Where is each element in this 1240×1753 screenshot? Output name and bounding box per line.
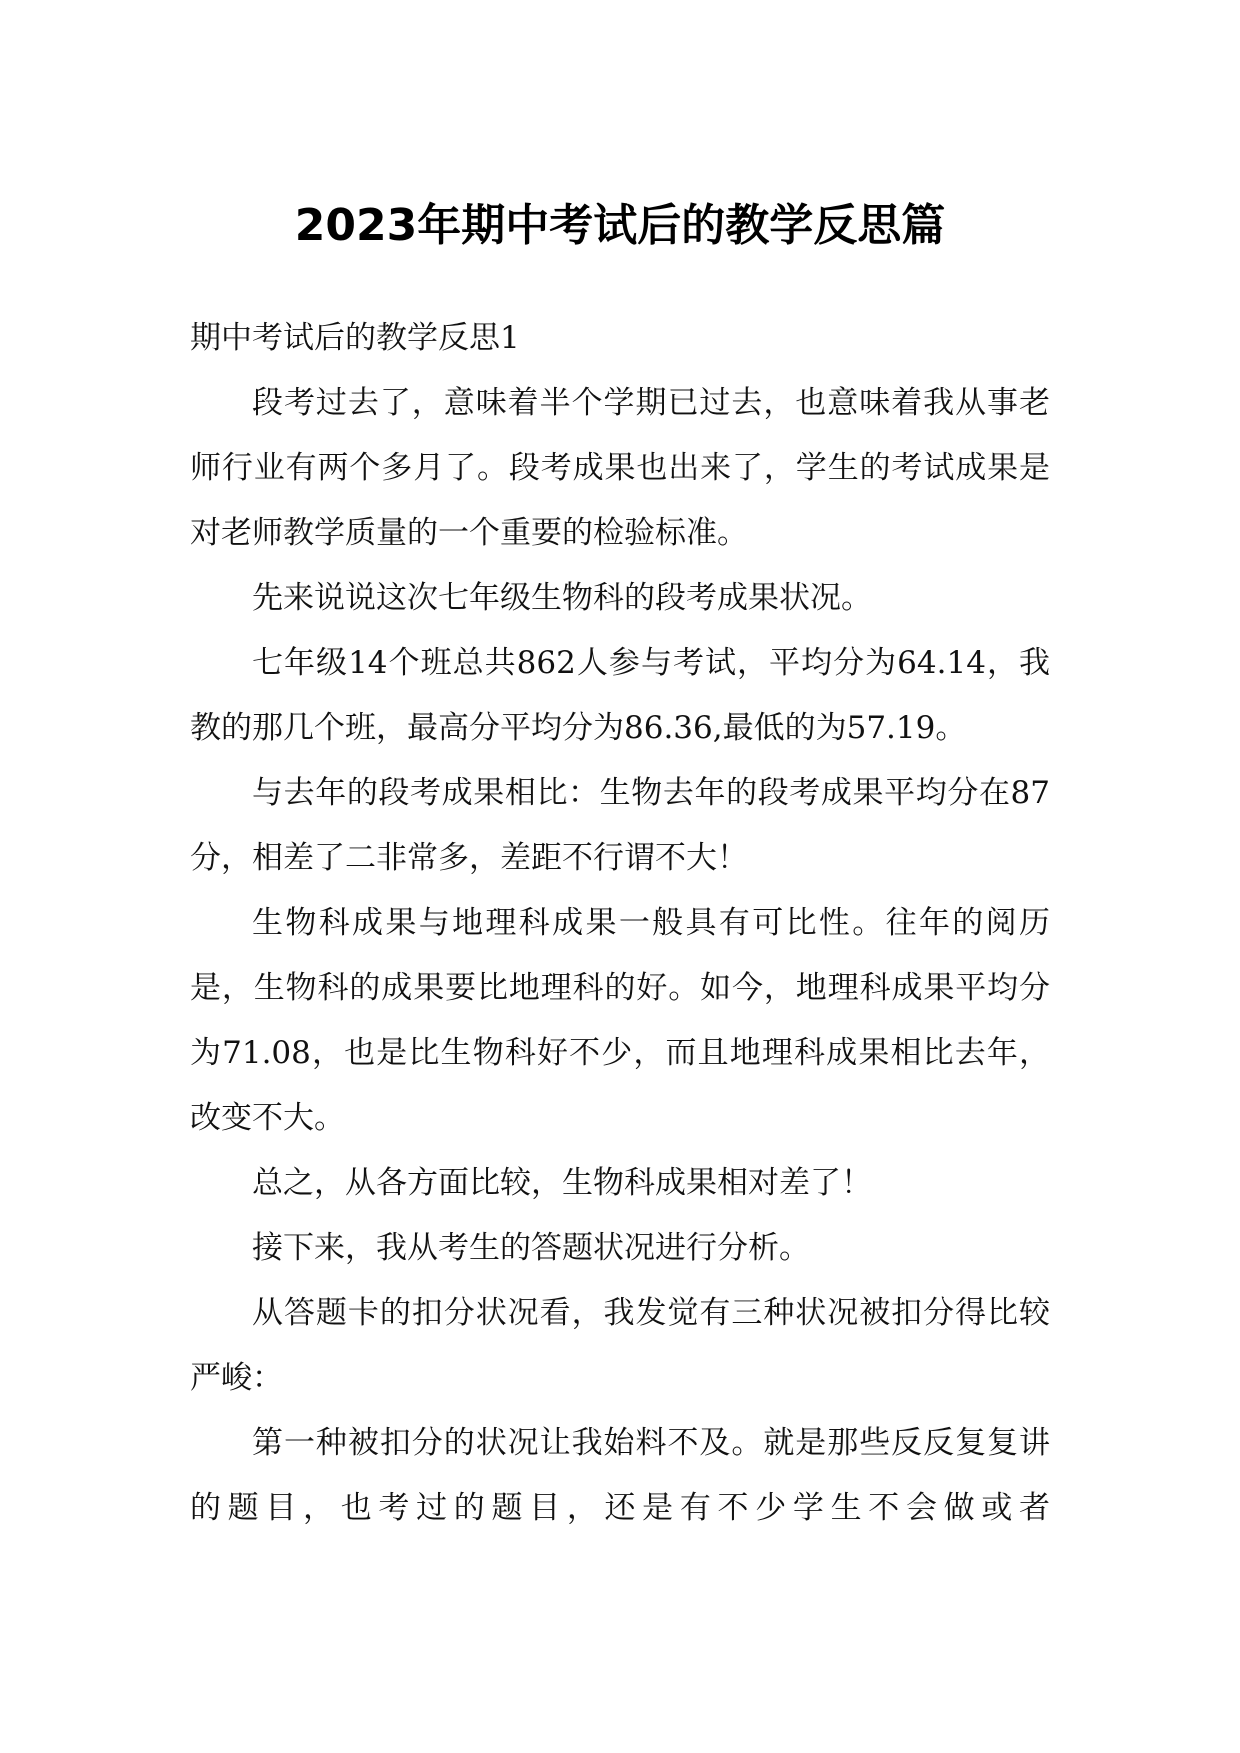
paragraph: 段考过去了，意味着半个学期已过去，也意味着我从事老师行业有两个多月了。段考成果也出来了，学生的考试成果是对老师教学质量的一个重要的检验标准。 (190, 385, 1050, 551)
paragraph: 与去年的段考成果相比：生物去年的段考成果平均分在87分，相差了二非常多，差距不行谓不大！ (190, 775, 1050, 876)
paragraph: 七年级14个班总共862人参与考试，平均分为64.14，我教的那几个班，最高分平均分为86.36,最低的为57.19。 (190, 645, 1050, 746)
document-title: 2023年期中考试后的教学反思篇 (294, 200, 946, 251)
paragraph: 从答题卡的扣分状况看，我发觉有三种状况被扣分得比较严峻： (190, 1295, 1050, 1396)
section-heading: 期中考试后的教学反思1 (190, 320, 520, 356)
paragraph: 先来说说这次七年级生物科的段考成果状况。 (252, 580, 872, 616)
document-body (190, 306, 1050, 1541)
paragraph: 总之，从各方面比较，生物科成果相对差了！ (252, 1165, 872, 1201)
paragraph: 第一种被扣分的状况让我始料不及。就是那些反反复复讲的题目，也考过的题目，还是有不少学生不会做或者 (190, 1425, 1050, 1526)
paragraph: 接下来，我从考生的答题状况进行分析。 (252, 1230, 810, 1266)
paragraph: 生物科成果与地理科成果一般具有可比性。往年的阅历是，生物科的成果要比地理科的好。如今，地理科成果平均分为71.08，也是比生物科好不少，而且地理科成果相比去年，改变不大。 (190, 905, 1050, 1136)
